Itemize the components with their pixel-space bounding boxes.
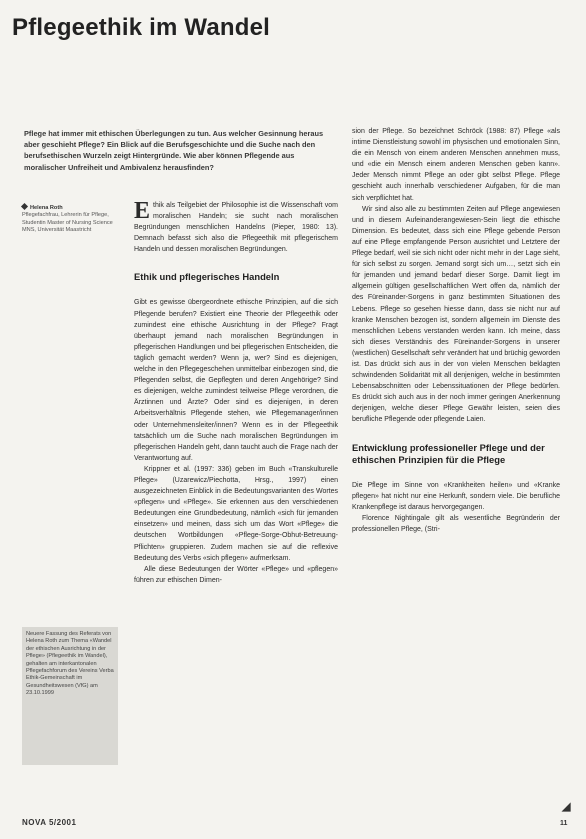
body-column-2 (352, 126, 560, 535)
page-number: 11 (560, 820, 568, 827)
article-lead: Pflege hat immer mit ethischen Überlegungen zu tun. Aus welcher Gesinnung heraus aber geschieht Pflege? Ein Blick auf die Berufsgeschichte und die Suche nach den berufsethischen Wurzeln zeigt Hintergründe. Wie aber können Pflegende aus moralischer Unfreiheit und Ambivalenz herausfinden? (24, 129, 324, 172)
paragraph: Die Pflege im Sinne von «Krankheiten heilen» und «Kranke pflegen» hat nicht nur eine Herkunft, sondern viele. Die berufliche Krankenpflege ist daraus hervorgegangen. (352, 481, 560, 511)
body-column-1 (134, 200, 338, 586)
paragraph: Florence Nightingale gilt als wesentliche Begründerin der professionellen Pflege, (Stri- (352, 514, 560, 533)
bullet-icon (21, 203, 28, 210)
paragraph: sion der Pflege. So bezeichnet Schröck (1988: 87) Pflege «als intime Dienstleistung sowohl im physischen und emotionalen Sinn, die ein Mensch von einem anderen Menschen annehmen muss, und «die ein Mensch einem anderen Menschen geben kann». Jeder Mensch nimmt Pflege an oder gibt selbst Pflege. Pflege geschieht auch innerhalb verschiedener Aufgaben, für die man sich verpflichtet hat. (352, 128, 560, 202)
author-description: Pflegefachfrau, Lehrerin für Pflege, Studentin Master of Nursing Science MNS, Universität Maastricht (22, 212, 113, 234)
paragraph: Alle diese Bedeutungen der Wörter «Pflege» und «pflegen» führen zur ethischen Dimen- (134, 565, 338, 584)
author-info (22, 204, 118, 235)
author-name: Helena Roth (30, 205, 63, 211)
paragraph: Gibt es gewisse übergeordnete ethische Prinzipien, auf die sich Pflegende berufen? Existiert eine Theorie der Pflegeethik oder zumindest eine ethische Ausrichtung in der Pflege? Fragt überhaupt jemand nach moralischen Begründungen in pflegerischen Handlungen und bei pflegerischen Entscheiden, die täglich gemacht werden? Wenn ja, wer? Sind es diejenigen, welche in den Pflegegeschehen unmittelbar einbezogen sind, die Pflegenden selbst, die Gepflegten und deren Angehörige? Sind es diejenigen, welche zumindest teilweise Pflege verordnen, die Ärztinnen und Ärzte? Oder sind es diejenigen, in deren Arbeitsverhältnis Pflegende stehen, wie Pflegemanager/innen oder Unternehmensleiter/innen? Wenn es in der Pflegeethik tatsächlich um die Suche nach moralischen Begründungen im pflegerischen Handeln geht, dann taucht auch die Frage nach der Verantwortung auf. (134, 299, 338, 462)
sidebar-note: Neuere Fassung des Referats von Helena Roth zum Thema «Wandel der ethischen Ausrichtung in der Pflege» (Pflegeethik im Wandel), gehalten am interkantonalen Pflegefachforum des Vereins Verba Ethik-Gemeinschaft im Gesundheitswesen (VfG) am 23.10.1999 (22, 627, 118, 765)
section-heading: Ethik und pflegerisches Handeln (134, 271, 280, 283)
article-title: Pflegeethik im Wandel (12, 14, 271, 41)
end-mark-icon: ◢ (562, 801, 571, 813)
section-heading: Entwicklung professioneller Pflege und der ethischen Prinzipien für die Pflege (352, 441, 545, 465)
intro-text: thik als Teilgebiet der Philosophie ist die Wissenschaft vom moralischen Handeln; sie sucht nach moralischen Begründungen menschlichen Handelns (Pieper, 1980: 13). Demnach befasst sich also die Pflegeethik mit pflegerischem Handeln und dessen moralischen Begründungen. (134, 202, 338, 254)
intro-paragraph (134, 200, 338, 255)
paragraph: Wir sind also alle zu bestimmten Zeiten auf Pflege angewiesen und in diesem Aufeinanderangewiesen-Sein liegt die ethische Dimension. Es bedeutet, dass sich eine Pflege gebende Person auf eine Pflege empfangende Person ausrichtet und Letztere der Pflege bedarf, weil sie sich nicht oder nicht mehr in der Lage sieht, für sich selbst zu sorgen. Jemand sorgt sich um…, setzt sich ein für jemanden und jemand bedarf dieser Sorge. Damit liegt im allgemein gültigen gesellschaftlichen Wert offen da, nämlich der des Füreinander-Sorgens in ganz bestimmten Situationen des Lebens. Pflege so gesehen hiesse dann, dass sie nicht nur auf kranke Menschen bezogen ist, sondern allgemein im Dienste des menschlichen Lebens verstanden werden kann. Ich meine, dass sich dieses Verständnis des Füreinander-Sorgens in unserer (westlichen) Gesellschaft sehr verändert hat und brüchig geworden ist. Das drückt sich aus in der von vielen Menschen beklagten schwindenden Solidarität mit all denjenigen, welche in bestimmten Lebensabschnitten oder Lebenssituationen der Pflege bedürfen. Es drückt sich auch aus in der noch immer geringen Anerkennung derjenigen, welche dieser Pflege Gewähr leisten, seien dies berufliche Pflegende oder pflegende Laien. (352, 205, 560, 424)
journal-footer: NOVA 5/2001 (22, 818, 77, 827)
drop-cap: E (134, 198, 151, 224)
paragraph: Krippner et al. (1997: 336) geben im Buch «Transkulturelle Pflege» (Uzarewicz/Piechotta, Hrsg., 1997) einen ausgezeichneten Einblick in die Bedeutungsvarianten des Wortes «pflegen» und «Pflege». Sie erkennen aus den verschiedenen Bedeutungen eine Grundbedeutung, nämlich «sich für jemanden einsetzen» und meinen, dass sich um das Wort «Pflege» die deutschen Wortbildungen «Pflege-Sorge-Obhut-Betreuung-Pflichten» gruppieren. Zudem machen sie auf die reflexive Bedeutung des Verbs «sich pflegen» aufmerksam. (134, 465, 338, 562)
